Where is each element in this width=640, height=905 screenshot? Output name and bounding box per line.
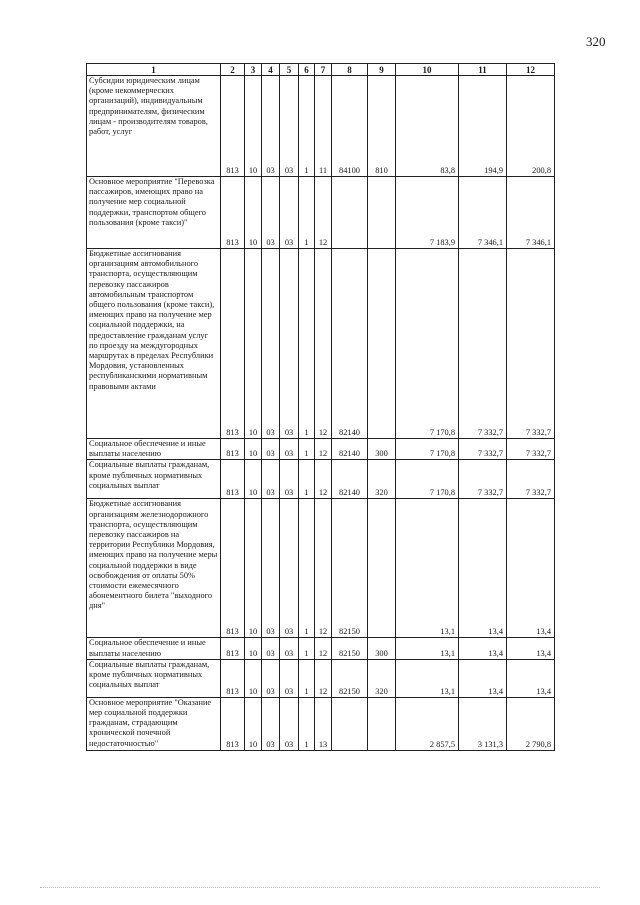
cell-c2: 813	[221, 249, 245, 439]
table-row	[87, 460, 555, 499]
cell-c4: 03	[262, 638, 280, 659]
cell-c12: 200,8	[507, 76, 555, 177]
cell-c8: 82150	[332, 659, 368, 697]
column-header: 3	[245, 64, 262, 76]
cell-c4: 03	[262, 439, 280, 460]
cell-c3: 10	[245, 659, 262, 697]
cell-c4: 03	[262, 76, 280, 177]
cell-c10: 13,1	[396, 659, 459, 697]
cell-c3: 10	[245, 460, 262, 499]
cell-c11: 7 332,7	[459, 460, 507, 499]
cell-c7: 11	[315, 76, 332, 177]
cell-c3: 10	[245, 249, 262, 439]
cell-c5: 03	[280, 638, 299, 659]
column-header: 6	[299, 64, 315, 76]
column-header: 11	[459, 64, 507, 76]
header-row	[87, 64, 555, 76]
cell-c2: 813	[221, 499, 245, 638]
table-row	[87, 439, 555, 460]
column-header: 8	[332, 64, 368, 76]
cell-c12: 13,4	[507, 638, 555, 659]
cell-c8	[332, 177, 368, 249]
cell-c9: 300	[368, 439, 396, 460]
cell-c11: 7 332,7	[459, 249, 507, 439]
cell-c11: 13,4	[459, 499, 507, 638]
cell-c6: 1	[299, 439, 315, 460]
cell-c12: 7 346,1	[507, 177, 555, 249]
cell-c4: 03	[262, 659, 280, 697]
table-row	[87, 697, 555, 750]
cell-c10: 7 170,8	[396, 439, 459, 460]
cell-c8: 82150	[332, 499, 368, 638]
cell-c9: 320	[368, 460, 396, 499]
cell-c6: 1	[299, 76, 315, 177]
table-row	[87, 249, 555, 439]
cell-c12: 13,4	[507, 499, 555, 638]
cell-c4: 03	[262, 697, 280, 750]
cell-c12: 7 332,7	[507, 439, 555, 460]
table-row	[87, 659, 555, 697]
column-header: 10	[396, 64, 459, 76]
cell-c5: 03	[280, 177, 299, 249]
cell-c10: 13,1	[396, 638, 459, 659]
cell-c11: 13,4	[459, 638, 507, 659]
cell-c6: 1	[299, 249, 315, 439]
cell-c2: 813	[221, 76, 245, 177]
column-header: 7	[315, 64, 332, 76]
cell-c11: 3 131,3	[459, 697, 507, 750]
cell-c6: 1	[299, 499, 315, 638]
cell-c4: 03	[262, 177, 280, 249]
cell-c7: 12	[315, 499, 332, 638]
row-name: Основное мероприятие "Перевозка пассажиров, имеющих право на получение мер социальной поддержки, транспортом общего пользования (кроме такси)"	[87, 177, 221, 249]
table-row	[87, 499, 555, 638]
row-name: Бюджетные ассигнования организациям железнодорожного транспорта, осуществляющим перевозку пассажиров на территории Республики Мордовия, имеющих право на получение меры социальной поддержки в виде освобождения от оплаты 50% стоимости ежемесячного абонементного билета "выходного дня"	[87, 499, 221, 638]
cell-c6: 1	[299, 638, 315, 659]
table-row	[87, 76, 555, 177]
cell-c7: 12	[315, 638, 332, 659]
table-row	[87, 177, 555, 249]
cell-c5: 03	[280, 659, 299, 697]
row-name: Социальное обеспечение и иные выплаты населению	[87, 638, 221, 659]
cell-c4: 03	[262, 249, 280, 439]
cell-c8: 82140	[332, 249, 368, 439]
cell-c6: 1	[299, 177, 315, 249]
cell-c11: 13,4	[459, 659, 507, 697]
row-name: Бюджетные ассигнования организациям автомобильного транспорта, осуществляющим перевозку пассажиров автомобильным транспортом общего пользования (кроме такси), имеющих право на получение мер социальной поддержки, на предоставление гражданам услуг по проезду на междугородных маршрутах в пределах Республики Мордовия, установленных республиканскими нормативным правовыми актами	[87, 249, 221, 439]
cell-c7: 12	[315, 659, 332, 697]
cell-c5: 03	[280, 439, 299, 460]
cell-c6: 1	[299, 697, 315, 750]
cell-c8: 82140	[332, 460, 368, 499]
cell-c2: 813	[221, 638, 245, 659]
cell-c9	[368, 697, 396, 750]
column-header: 9	[368, 64, 396, 76]
cell-c12: 2 790,8	[507, 697, 555, 750]
cell-c5: 03	[280, 249, 299, 439]
row-name: Социальные выплаты гражданам, кроме публичных нормативных социальных выплат	[87, 460, 221, 499]
cell-c3: 10	[245, 439, 262, 460]
cell-c10: 7 183,9	[396, 177, 459, 249]
cell-c10: 83,8	[396, 76, 459, 177]
cell-c8: 84100	[332, 76, 368, 177]
cell-c7: 12	[315, 460, 332, 499]
cell-c12: 7 332,7	[507, 249, 555, 439]
cell-c6: 1	[299, 659, 315, 697]
cell-c9: 810	[368, 76, 396, 177]
table-body	[87, 76, 555, 751]
cell-c10: 13,1	[396, 499, 459, 638]
cell-c2: 813	[221, 460, 245, 499]
cell-c2: 813	[221, 697, 245, 750]
cell-c9	[368, 499, 396, 638]
cell-c9	[368, 177, 396, 249]
scan-edge-line	[40, 887, 600, 888]
cell-c9: 320	[368, 659, 396, 697]
cell-c7: 12	[315, 177, 332, 249]
row-name: Субсидии юридическим лицам (кроме некоммерческих организаций), индивидуальным предпринимателям, физическим лицам - производителям товаров, работ, услуг	[87, 76, 221, 177]
cell-c5: 03	[280, 697, 299, 750]
cell-c4: 03	[262, 460, 280, 499]
cell-c5: 03	[280, 499, 299, 638]
cell-c5: 03	[280, 76, 299, 177]
cell-c3: 10	[245, 638, 262, 659]
cell-c8: 82140	[332, 439, 368, 460]
cell-c11: 7 346,1	[459, 177, 507, 249]
cell-c3: 10	[245, 499, 262, 638]
page-number: 320	[586, 34, 606, 49]
cell-c12: 7 332,7	[507, 460, 555, 499]
cell-c2: 813	[221, 659, 245, 697]
cell-c3: 10	[245, 76, 262, 177]
column-header: 4	[262, 64, 280, 76]
row-name: Основное мероприятие "Оказание мер социальной поддержки гражданам, страдающим хронической почечной недостаточностью"	[87, 697, 221, 750]
cell-c8: 82150	[332, 638, 368, 659]
cell-c7: 12	[315, 249, 332, 439]
column-header: 2	[221, 64, 245, 76]
cell-c10: 7 170,8	[396, 460, 459, 499]
cell-c10: 2 857,5	[396, 697, 459, 750]
cell-c8	[332, 697, 368, 750]
cell-c7: 13	[315, 697, 332, 750]
column-header: 12	[507, 64, 555, 76]
cell-c10: 7 170,8	[396, 249, 459, 439]
row-name: Социальные выплаты гражданам, кроме публичных нормативных социальных выплат	[87, 659, 221, 697]
cell-c11: 194,9	[459, 76, 507, 177]
cell-c5: 03	[280, 460, 299, 499]
budget-table	[86, 63, 555, 751]
cell-c7: 12	[315, 439, 332, 460]
cell-c2: 813	[221, 177, 245, 249]
column-header: 5	[280, 64, 299, 76]
cell-c3: 10	[245, 177, 262, 249]
cell-c9: 300	[368, 638, 396, 659]
column-header: 1	[87, 64, 221, 76]
row-name: Социальное обеспечение и иные выплаты населению	[87, 439, 221, 460]
table-row	[87, 638, 555, 659]
cell-c12: 13,4	[507, 659, 555, 697]
cell-c11: 7 332,7	[459, 439, 507, 460]
cell-c4: 03	[262, 499, 280, 638]
cell-c2: 813	[221, 439, 245, 460]
cell-c6: 1	[299, 460, 315, 499]
cell-c9	[368, 249, 396, 439]
cell-c3: 10	[245, 697, 262, 750]
